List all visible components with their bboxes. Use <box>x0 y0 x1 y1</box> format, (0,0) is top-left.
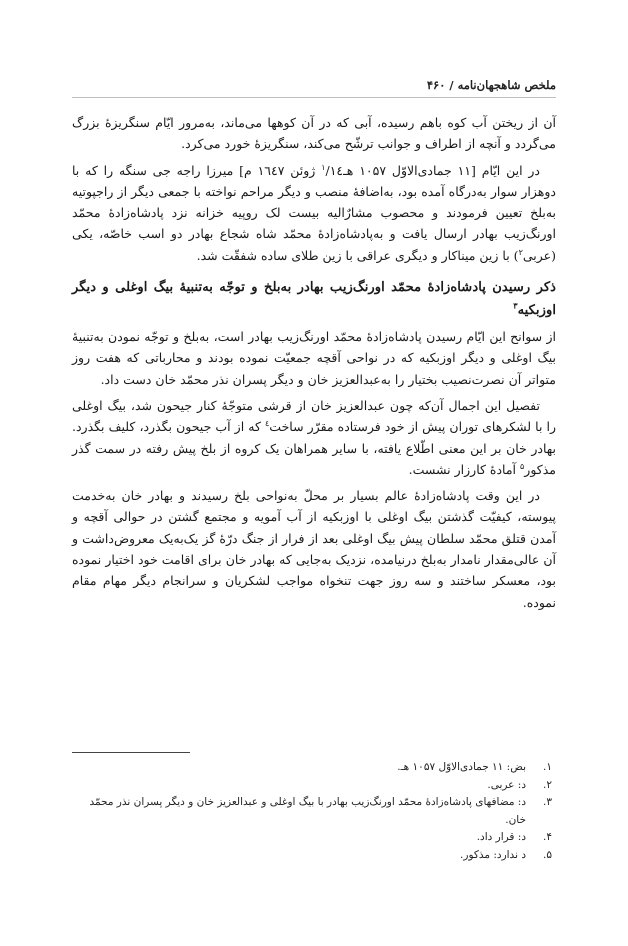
footnote-number: ۴. <box>543 831 552 843</box>
footnote-ref-2[interactable]: ۲ <box>518 247 523 257</box>
footnote-ref-5[interactable]: ۵ <box>520 461 525 471</box>
footnote-ref-1[interactable]: ۱ <box>321 162 326 172</box>
paragraph-4-text-a: تفصیل این اجمال آن‌که چون عبدالعزیز خان از قرشی متوجّهٔ کنار جیحون شد، بیگ اوغلی را با لشکرهای توران پیش از خود فرستاده مقرّر ساخت <box>72 397 557 435</box>
footnote-item <box>72 759 556 777</box>
main-text <box>72 112 556 618</box>
footnote-item <box>72 829 556 847</box>
footnote-divider <box>72 752 190 753</box>
footnote-number: ۳. <box>543 796 552 808</box>
footnote-item <box>72 847 556 865</box>
footnote-item <box>72 777 556 795</box>
footnote-text: د: مضافهای پادشاه‌زادهٔ محمّد اورنگ‌زیب بهادر با بیگ اوغلی و عبدالعزیز خان و دیگر پسران نذر محمّد خان. <box>89 796 526 826</box>
paragraph-2-text-b: /۱٤ ژوئن ۱٦٤٧ م] میرزا راجه جی سنگه را که با دوهزار سوار به‌درگاه آمده بود، به‌اضافهٔ منصب و دیگر مراحم نواخته با جمعی دیگر از راجپوتیه به‌بلخ تعیین فرمودند و محصوب مشارٌالیه بیست لک روپیه خزانه نزد پادشاه‌زادهٔ محمّد اورنگ‌زیب بهادر ارسال یافت و به‌پادشاه‌زادهٔ محمّد شاه شجاع بهادر دو اسب خاصّه، یکی (عربی <box>72 162 556 263</box>
paragraph-2-text-c: ) با زین میناکار و دیگری عراقی با زین طلای ساده شفقّت شد. <box>196 247 519 263</box>
paragraph-2 <box>72 160 556 266</box>
section-heading <box>72 276 556 322</box>
paragraph-1: آن از ریختن آب کوه باهم رسیده، آبی که در آن کوهها می‌ماند، به‌مرور ایّام سنگریزهٔ بزرگ می‌گردد و آنچه از اطراف و جوانب ترشّح می‌کند، سنگریزهٔ خورد می‌کرد. <box>72 115 556 152</box>
paragraph-4 <box>72 395 556 480</box>
footnotes-list <box>72 759 556 864</box>
footnote-number: ۲. <box>543 778 552 791</box>
paragraph-5: در این وقت پادشاه‌زادهٔ عالم بسیار بر محلّ به‌نواحی بلخ رسیدند و بهادر خان به‌خدمت پیوسته، کیفیّت گذشتن بیگ اوغلی با اوزبکیه از آب آمویه و مجتمع گشتن در حوالی آقچه و آمدن قتلق محمّد سلطان پیش بیگ اوغلی بعد از فرار از جنگ درّهٔ گز یک‌به‌یک معروض‌داشت و آن عالی‌مقدار نامدار به‌بلخ درنیامده، نزدیک به‌جایی که بهادر خان برای اقامت خود اختیار نموده بود، معسکر ساختند و سه روز جهت تنخواه مواجب لشکریان و سرانجام دیگر مهام مقام نموده. <box>72 488 556 610</box>
running-head: ملخص شاهجهان‌نامه / ۴۶۰ <box>426 78 556 92</box>
footnote-text: د: عربی. <box>487 778 526 791</box>
paragraph-4-text-b: که از آب جیحون بگذرد، کلیف بگذرد. بهادر خان بر این معنی اطّلاع یافته، با سایر همراهان یک کروه از بلخ پیش رفته در سمت گذر مذکور <box>72 419 556 477</box>
footnote-text: د: قرار داد. <box>476 831 526 843</box>
footnote-number: ۵. <box>543 848 552 861</box>
footnote-number: ۱. <box>543 761 552 773</box>
paragraph-3: از سوانح این ایّام رسیدن پادشاه‌زادهٔ محمّد اورنگ‌زیب بهادر است، به‌بلخ و توجّه نمودن به‌تنبیهٔ بیگ اوغلی و دیگر اوزبکیه که در نواحی آقچه جمعیّت نموده بودند و محارباتی که هفت روز متواتر آن نصرت‌نصیب بختیار را به‌عبدالعزیز خان و دیگر پسران نذر محمّد خان دست داد. <box>72 329 556 387</box>
footnote-ref-3[interactable]: ۳ <box>513 300 518 311</box>
paragraph-4-text-c: آمادهٔ کارزار نشست. <box>408 461 520 477</box>
section-heading-text: ذکر رسیدن پادشاه‌زادهٔ محمّد اورنگ‌زیب بهادر به‌بلخ و توجّه به‌تنبیهٔ بیگ اوغلی و دیگر اوزبکیه <box>72 280 556 319</box>
footnote-text: بض: ۱۱ جمادی‌الاوّل ۱۰۵۷ هـ. <box>397 761 526 773</box>
footnote-item <box>72 794 556 829</box>
footnote-ref-4[interactable]: ٤ <box>265 419 270 429</box>
header-divider <box>72 97 556 98</box>
footnote-text: د ندارد: مذکور. <box>460 848 526 861</box>
paragraph-2-text-a: در این ایّام [۱۱ جمادی‌الاوّل ۱۰۵۷ هـ <box>343 162 540 178</box>
